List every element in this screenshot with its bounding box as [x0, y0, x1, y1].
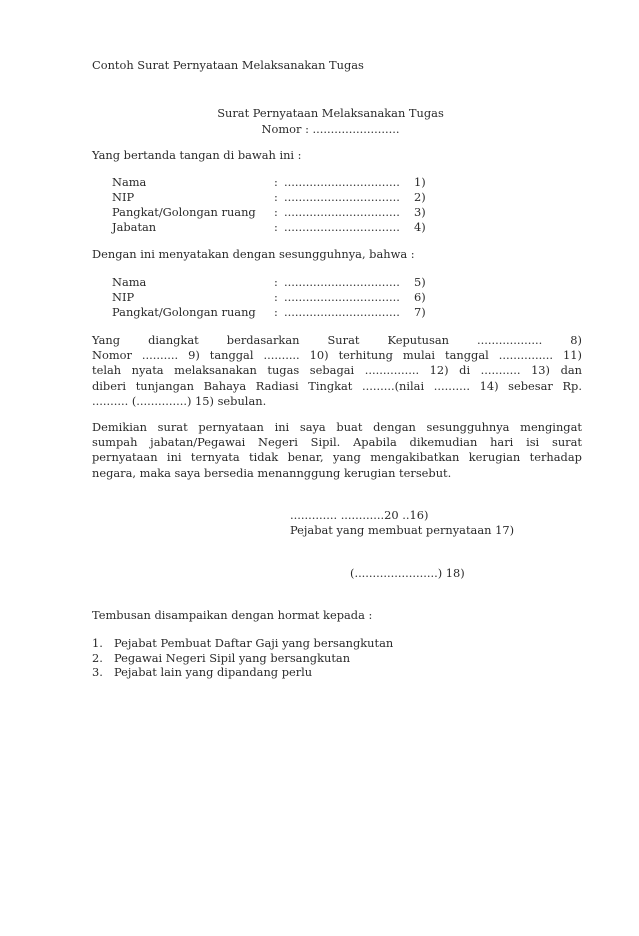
field-note-number: 5): [414, 275, 426, 289]
paragraph-line: [92, 394, 582, 409]
letter-number: Nomor : ........................: [261, 122, 400, 136]
paragraph-word: mengakibatkan: [370, 450, 460, 465]
paragraph-word: Bahaya: [203, 378, 247, 393]
paragraph-word: hari: [490, 435, 514, 450]
field-blank: ................................: [284, 190, 400, 204]
list-item-number: 3.: [92, 665, 103, 680]
field-label: Jabatan: [112, 220, 157, 234]
paragraph-word: kerugian: [468, 450, 521, 465]
field-blank: ................................: [284, 305, 400, 319]
paragraph-word: jabatan/Pegawai: [150, 435, 246, 450]
paragraph-word: terhitung: [338, 348, 393, 363]
paragraph-word: sesungguhnya: [426, 420, 510, 434]
paragraph-word: .........(nilai: [362, 378, 425, 393]
paragraph-word: saya: [299, 420, 326, 434]
paragraph-word: Rp.: [562, 378, 582, 393]
field-colon: :: [274, 205, 278, 219]
field-colon: :: [274, 220, 278, 234]
paragraph-word: dengan: [373, 420, 416, 434]
paragraph-word: tidak: [249, 450, 279, 465]
paragraph-word: ...............: [498, 348, 554, 363]
cc-intro: Tembusan disampaikan dengan hormat kepada :: [92, 608, 373, 622]
paragraph-word: dan: [560, 363, 582, 378]
field-blank: ................................: [284, 290, 400, 304]
field-colon: :: [274, 190, 278, 204]
paragraph-line: [92, 348, 582, 363]
paragraph-word: Sipil.: [310, 435, 341, 450]
paragraph-word: Nomor: [92, 348, 132, 363]
list-item: [92, 651, 393, 666]
paragraph-word: tanggal: [209, 348, 254, 363]
subject-field-pangkat: [112, 305, 432, 320]
list-item-number: 2.: [92, 650, 103, 665]
signature-place-date: ............. ............20 ..16): [290, 508, 429, 522]
paragraph-word: surat: [551, 435, 582, 450]
paragraph-word: Keputusan: [387, 333, 449, 347]
paragraph-line: [92, 363, 582, 378]
paragraph-word: dikemudian: [409, 435, 478, 450]
paragraph-word: negara, maka saya bersedia menannggung kerugian tersebut.: [92, 465, 452, 480]
paragraph-word: mengingat: [520, 420, 582, 434]
paragraph-word: ..........: [263, 348, 300, 363]
subject-field-nama: [112, 275, 432, 290]
field-note-number: 6): [414, 290, 426, 304]
paragraph-word: ini: [166, 450, 182, 465]
field-label: Nama: [112, 175, 147, 189]
list-item-text: Pegawai Negeri Sipil yang bersangkutan: [114, 650, 351, 665]
field-colon: :: [274, 175, 278, 189]
paragraph-word: 8): [570, 333, 582, 347]
field-note-number: 7): [414, 305, 426, 319]
field-colon: :: [274, 305, 278, 319]
field-blank: ................................: [284, 275, 400, 289]
closing-paragraph: [92, 420, 582, 481]
paragraph-word: diangkat: [148, 333, 199, 347]
paragraph-word: 10): [309, 348, 329, 363]
signer-field-nip: [112, 190, 432, 205]
paragraph-word: ..........: [433, 378, 470, 393]
paragraph-word: telah: [92, 363, 122, 378]
paragraph-word: ...........: [480, 363, 521, 378]
paragraph-word: di: [459, 363, 471, 378]
field-label: Nama: [112, 275, 147, 289]
list-item: [92, 665, 393, 680]
paragraph-word: ..........: [141, 348, 179, 363]
signature-name: (.......................) 18): [350, 566, 465, 580]
paragraph-word: pernyataan: [198, 420, 264, 434]
signature-official: Pejabat yang membuat pernyataan 17): [290, 523, 515, 537]
paragraph-word: isi: [526, 435, 540, 450]
paragraph-word: surat: [157, 420, 188, 434]
paragraph-word: 9): [188, 348, 200, 363]
statement-intro: Dengan ini menyatakan dengan sesungguhnya, bahwa :: [92, 247, 415, 261]
paragraph-word: Demikian: [92, 420, 147, 434]
paragraph-word: tanggal: [445, 348, 489, 363]
list-item-text: Pejabat lain yang dipandang perlu: [114, 665, 313, 680]
paragraph-word: sebagai: [309, 363, 355, 378]
signer-field-jabatan: [112, 220, 432, 235]
paragraph-word: mulai: [402, 348, 436, 363]
paragraph-word: 11): [563, 348, 582, 363]
paragraph-word: melaksanakan: [174, 363, 257, 378]
list-item-text: Pejabat Pembuat Daftar Gaji yang bersangkutan: [114, 636, 394, 650]
subject-field-nip: [112, 290, 432, 305]
paragraph-word: 12): [429, 363, 449, 378]
paragraph-word: 14): [479, 378, 499, 393]
paragraph-word: Tingkat: [308, 378, 353, 393]
paragraph-word: ..................: [477, 333, 543, 347]
paragraph-word: tugas: [267, 363, 300, 378]
paragraph-word: .......... (..............) 15) sebulan.: [92, 393, 267, 408]
field-label: Pangkat/Golongan ruang: [112, 305, 256, 319]
paragraph-line: [92, 450, 582, 465]
paragraph-word: yang: [332, 450, 361, 465]
paragraph-word: Radiasi: [255, 378, 299, 393]
paragraph-word: Surat: [327, 333, 360, 347]
signer-field-pangkat: [112, 205, 432, 220]
paragraph-word: buat: [336, 420, 363, 434]
field-blank: ................................: [284, 205, 400, 219]
paragraph-word: diberi: [92, 378, 127, 393]
list-item: [92, 636, 393, 651]
paragraph-word: Negeri: [258, 435, 298, 450]
field-blank: ................................: [284, 220, 400, 234]
cc-list: [92, 636, 393, 680]
field-label: NIP: [112, 190, 135, 204]
paragraph-line: [92, 333, 582, 348]
field-colon: :: [274, 290, 278, 304]
paragraph-word: nyata: [131, 363, 164, 378]
assignment-paragraph: [92, 333, 582, 409]
paragraph-word: sumpah: [92, 435, 138, 450]
signer-field-nama: [112, 175, 432, 190]
paragraph-word: tunjangan: [135, 378, 195, 393]
document-caption: Contoh Surat Pernyataan Melaksanakan Tugas: [92, 58, 364, 72]
field-note-number: 3): [414, 205, 426, 219]
field-note-number: 1): [414, 175, 426, 189]
paragraph-word: ...............: [364, 363, 420, 378]
signer-intro: Yang bertanda tangan di bawah ini :: [92, 148, 302, 162]
paragraph-word: 13): [531, 363, 551, 378]
paragraph-line: [92, 466, 582, 481]
paragraph-word: ini: [274, 420, 290, 434]
paragraph-word: ternyata: [190, 450, 240, 465]
list-item-number: 1.: [92, 636, 103, 650]
paragraph-line: [92, 435, 582, 450]
paragraph-line: [92, 379, 582, 394]
field-note-number: 2): [414, 190, 426, 204]
field-label: Pangkat/Golongan ruang: [112, 205, 256, 219]
field-label: NIP: [112, 290, 135, 304]
paragraph-word: benar,: [287, 450, 324, 465]
field-blank: ................................: [284, 175, 400, 189]
paragraph-word: Yang: [92, 333, 121, 347]
paragraph-word: terhadap: [529, 450, 582, 465]
field-note-number: 4): [414, 220, 426, 234]
paragraph-word: pernyataan: [92, 450, 158, 465]
paragraph-word: Apabila: [353, 435, 397, 450]
paragraph-word: berdasarkan: [226, 333, 300, 347]
paragraph-word: sebesar: [508, 378, 553, 393]
paragraph-line: [92, 420, 582, 435]
letter-title: Surat Pernyataan Melaksanakan Tugas: [217, 106, 444, 120]
field-colon: :: [274, 275, 278, 289]
